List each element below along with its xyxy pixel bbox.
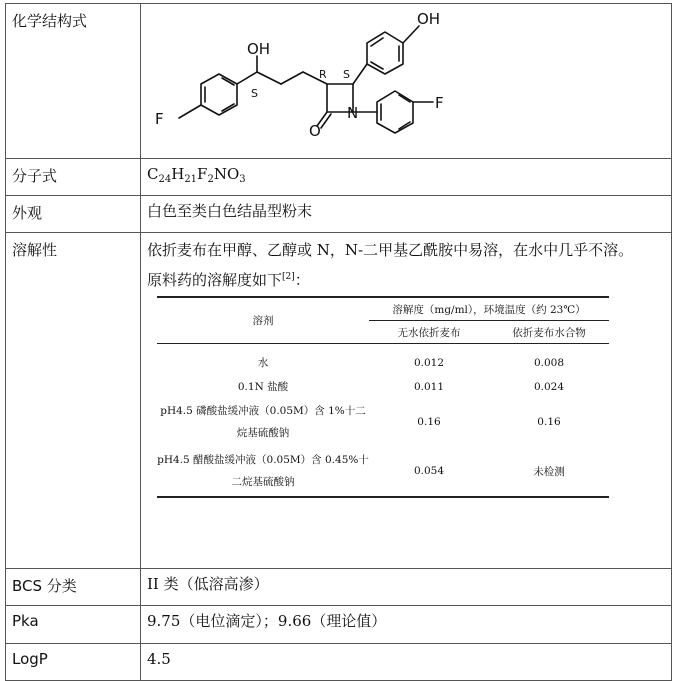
header-solvent: 溶剂 — [157, 297, 369, 344]
solubility-intro-colon: ： — [294, 271, 310, 289]
pka-label: Pka — [6, 606, 141, 644]
value-water-a: 0.012 — [413, 357, 445, 369]
logp-label: LogP — [6, 644, 141, 681]
solubility-header-row — [157, 297, 609, 321]
value-phosphate-a: 0.16 — [417, 416, 441, 428]
value-acetate-b: 未检测 — [489, 446, 609, 497]
solvent-acetate-line2: 二烷基硫酸钠 — [231, 476, 295, 488]
table-row — [157, 376, 609, 398]
pka-row — [6, 606, 672, 644]
solvent-hcl: 0.1N 盐酸 — [237, 381, 289, 393]
structure-row — [6, 4, 672, 159]
formula-no: NO — [213, 165, 240, 183]
stereo-s2-label: S — [343, 68, 350, 81]
formula-row — [6, 159, 672, 196]
solubility-label: 溶解性 — [6, 233, 141, 569]
solubility-intro — [147, 265, 671, 292]
reference-marker: [2] — [282, 272, 295, 282]
appearance-label: 外观 — [6, 196, 141, 233]
solubility-intro-text: 原料药的溶解度如下 — [147, 271, 283, 289]
formula-c-count: 24 — [158, 174, 172, 185]
solubility-text: 依折麦布在甲醇、乙醇或 N，N-二甲基乙酰胺中易溶，在水中几乎不溶。 — [147, 241, 634, 259]
value-hcl-a: 0.011 — [413, 381, 445, 393]
value-water-b: 0.008 — [533, 357, 565, 369]
solvent-phosphate — [157, 398, 369, 446]
formula-f: F — [197, 165, 208, 183]
formula-h-count: 21 — [184, 174, 198, 185]
f-right-label: F — [435, 94, 444, 112]
formula-c: C — [147, 165, 159, 183]
header-anhydrous: 无水依折麦布 — [369, 321, 489, 344]
formula-h: H — [171, 165, 185, 183]
stereo-s1-label: S — [251, 87, 258, 100]
logp-value: 4.5 — [141, 644, 672, 681]
value-hcl-b: 0.024 — [533, 381, 565, 393]
value-phosphate-b: 0.16 — [537, 416, 561, 428]
structure-cell — [141, 4, 672, 159]
formula-label: 分子式 — [6, 159, 141, 196]
appearance-row — [6, 196, 672, 233]
solubility-row — [6, 233, 672, 569]
o-label: O — [309, 122, 321, 140]
pka-value: 9.75（电位滴定）；9.66（理论值） — [141, 606, 672, 644]
table-row — [157, 344, 609, 377]
formula-f-count: 2 — [207, 174, 214, 185]
chemical-structure-drawing — [141, 4, 677, 152]
stereo-r-label: R — [319, 68, 327, 81]
solubility-table — [157, 296, 609, 498]
bcs-label: BCS 分类 — [6, 569, 141, 606]
solvent-phosphate-line2: 烷基硫酸钠 — [236, 427, 290, 439]
oh-top-label: OH — [417, 10, 441, 28]
solvent-acetate-line1: pH4.5 醋酸盐缓冲液（0.05M）含 0.45%十 — [157, 454, 369, 466]
solvent-acetate — [157, 446, 369, 497]
structure-label: 化学结构式 — [6, 4, 141, 159]
header-solubility-group: 溶解度（mg/ml），环境温度（约 23℃） — [369, 297, 609, 321]
bcs-value: II 类（低溶高渗） — [141, 569, 672, 606]
properties-table — [5, 3, 672, 681]
solvent-phosphate-line1: pH4.5 磷酸盐缓冲液（0.05M）含 1%十二 — [160, 405, 366, 417]
n-label: N — [347, 104, 359, 122]
formula-o-count: 3 — [239, 174, 246, 185]
solubility-cell — [141, 233, 672, 569]
table-row — [157, 398, 609, 446]
value-acetate-a: 0.054 — [369, 446, 489, 497]
oh-left-label: OH — [247, 40, 271, 58]
appearance-value: 白色至类白色结晶型粉末 — [141, 196, 672, 233]
bcs-row — [6, 569, 672, 606]
f-left-label: F — [155, 110, 164, 128]
header-hydrate: 依折麦布水合物 — [489, 321, 609, 344]
table-row — [157, 446, 609, 497]
formula-value — [141, 159, 672, 196]
solvent-water: 水 — [257, 357, 269, 369]
